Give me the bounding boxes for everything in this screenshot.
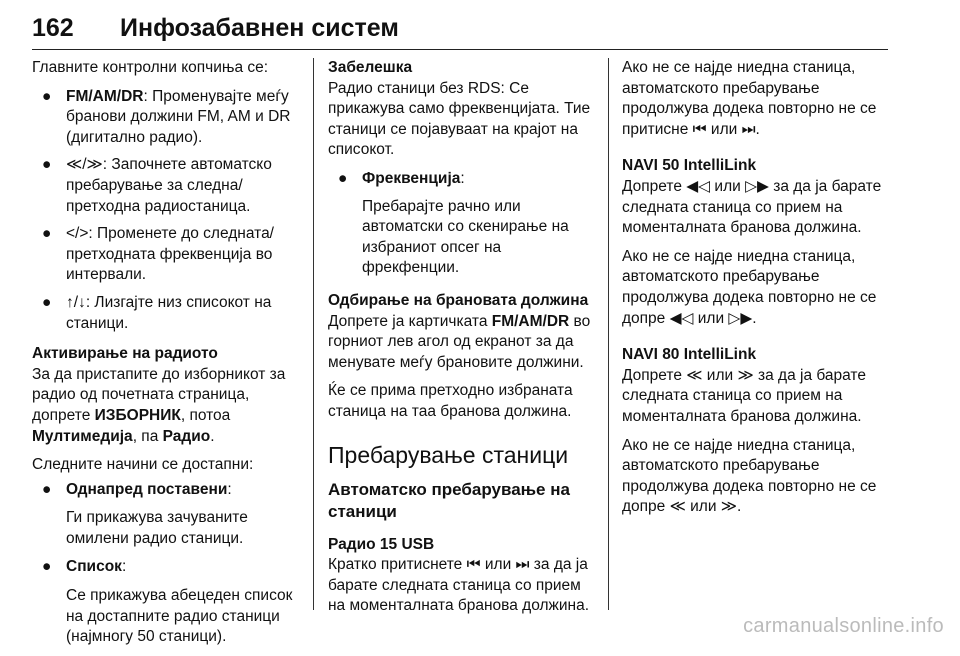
control-desc: : Променете до следната/ претходната фреквенција во интервали. [66, 225, 274, 284]
radio15-heading: Радио 15 USB [328, 535, 435, 553]
radio15-text: Кратко притиснете ⏮ или ⏭ за да ја барате следната станица со прием на моменталната бранова должина. [328, 556, 590, 615]
subsection-title: Автоматско пребарување на станици [328, 479, 570, 521]
freq-label: Фреквенција [362, 169, 461, 187]
methods-list [32, 480, 300, 501]
control-label: ↑/↓ [66, 293, 86, 311]
navi50-text-2: Ако не се најде ниедна станица, автоматското пребарување продолжува додека повторно не се допре ◀◁ или ▷▶. [622, 247, 877, 327]
methods-intro: Следните начини се достапни: [32, 456, 254, 474]
list-item: ● ↑/↓: Лизгајте низ списокот на станици. [42, 293, 272, 332]
column-1 [32, 58, 300, 656]
control-label: ≪/≫ [66, 156, 103, 174]
navi50-text: Допрете ◀◁ или ▷▶ за да ја барате следната станица со прием на моменталната бранова должина. [622, 177, 882, 237]
band-paragraph: Допрете ја картичката FM/AM/DR во горниот лев агол од екранот за да менувате меѓу брановите должини. [328, 312, 591, 371]
band-paragraph-2: Ќе се прима претходно избраната станица на таа бранова должина. [328, 382, 573, 420]
list-item: ● ≪/≫: Започнете автоматско пребарување за следна/ претходна радиостаница. [42, 156, 272, 215]
band-heading: Одбирање на брановата должина [328, 291, 589, 309]
list-item: ● Однапред поставени: [42, 480, 232, 498]
activate-heading: Активирање на радиото [32, 345, 218, 363]
list-item: ● </>: Променете до следната/ претходната фреквенција во интервали. [42, 225, 274, 284]
note-text: Радио станици без RDS: Се прикажува само фреквенцијата. Тие станици се појавуваат на крајот на списокот. [328, 79, 591, 159]
control-desc: : Лизгајте низ списокот на станици. [66, 293, 272, 332]
navi80-text: Допрете ≪ или ≫ за да ја барате следната станица со прием на моменталната бранова должина. [622, 366, 866, 425]
control-label: </> [66, 225, 89, 243]
freq-list [328, 169, 596, 190]
column-3 [622, 58, 890, 526]
method-label: Однапред поставени [66, 480, 228, 498]
method-label: Список [66, 558, 122, 576]
section-title: Пребарување станици [328, 441, 569, 468]
activate-paragraph: За да пристапите до изборникот за радио од почетната страница, допрете ИЗБОРНИК, потоа Мултимедија, па Радио. [32, 365, 286, 445]
watermark: carmanualsonline.info [743, 615, 944, 637]
list-item: ● FM/AM/DR: Променувајте меѓу бранови должини FM, AM и DR (дигитално радио). [42, 87, 291, 146]
control-desc: : Започнете автоматско пребарување за следна/ претходна радиостаница. [66, 156, 272, 215]
column-2 [328, 58, 596, 625]
page-number: 162 [32, 14, 74, 42]
column-divider-1 [313, 58, 314, 610]
control-label: FM/AM/DR [66, 87, 144, 105]
control-desc: : Променувајте меѓу бранови должини FM, AM и DR (дигитално радио). [66, 87, 291, 146]
chapter-title: Инфозабавнен систем [120, 14, 399, 42]
navi80-heading: NAVI 80 IntelliLink [622, 346, 757, 364]
note-heading: Забелешка [328, 59, 413, 76]
method-desc: Се прикажува абецеден список на достапните радио станици (најмногу 50 станици). [66, 587, 293, 646]
methods-list [32, 557, 300, 578]
controls-list [32, 87, 300, 335]
column-divider-2 [608, 58, 609, 610]
no-station-paragraph: Ако не се најде ниедна станица, автоматското пребарување продолжува додека повторно не се притисне ⏮ или ⏭. [622, 59, 877, 138]
navi80-text-2: Ако не се најде ниедна станица, автоматското пребарување продолжува додека повторно не се допре ≪ или ≫. [622, 436, 877, 516]
list-item: ● Список: [42, 558, 127, 576]
header-rule [32, 49, 888, 50]
page-header [32, 10, 888, 50]
method-desc: Ги прикажува зачуваните омилени радио станици. [66, 509, 248, 547]
controls-intro: Главните контролни копчиња се: [32, 59, 269, 76]
navi50-heading: NAVI 50 IntelliLink [622, 157, 757, 175]
freq-desc: Пребарајте рачно или автоматски со скенирање на избраниот опсег на фрекфенции. [362, 197, 569, 277]
list-item: ● Фреквенција: [338, 169, 465, 187]
